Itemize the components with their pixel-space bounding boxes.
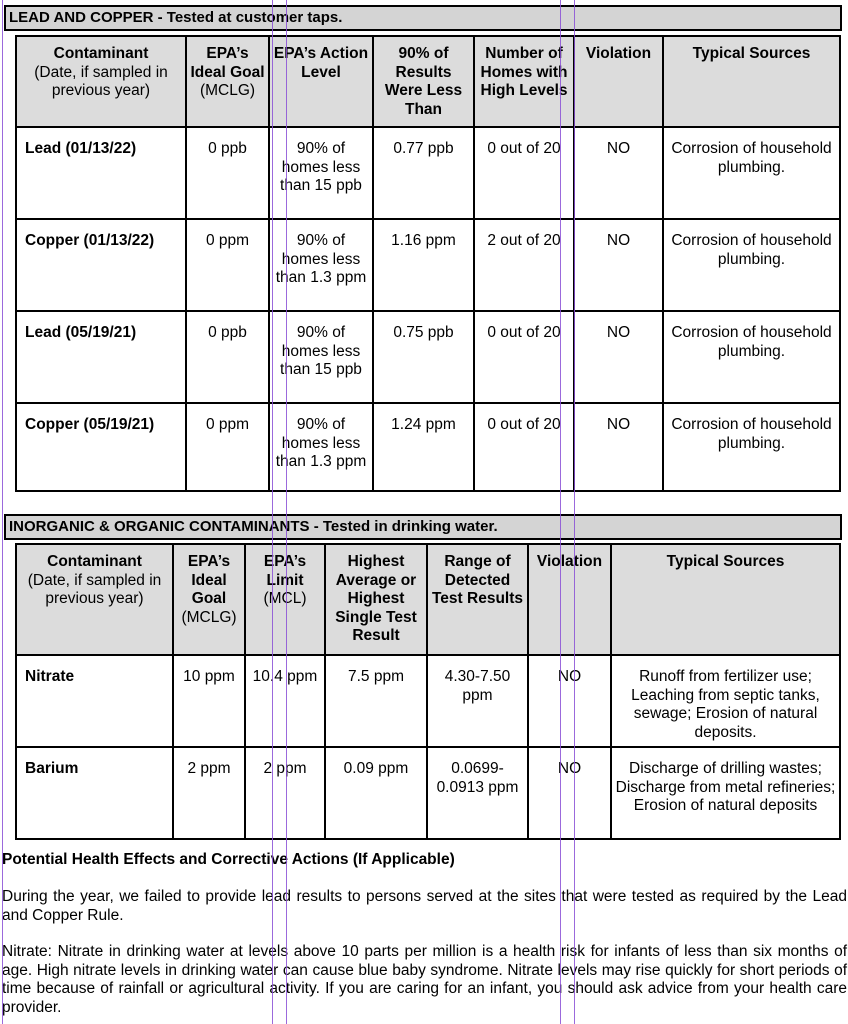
- table-cell: Corrosion of household plumbing.: [663, 311, 840, 403]
- table-cell: 0 out of 20: [474, 127, 574, 219]
- column-header-label: Highest Average or Highest Single Test Result: [335, 553, 417, 644]
- table-cell: Lead (01/13/22): [16, 127, 186, 219]
- column-header-label: Violation: [585, 45, 652, 62]
- table-cell: 0 ppb: [186, 127, 269, 219]
- column-header-label: EPA’s Limit: [263, 553, 307, 589]
- table-cell: 90% of homes less than 15 ppb: [269, 311, 373, 403]
- table-header-row: [16, 36, 840, 127]
- inorganic-section-title: INORGANIC & ORGANIC CONTAMINANTS - Tested in drinking water.: [4, 514, 842, 540]
- table-cell: 0 out of 20: [474, 403, 574, 491]
- table-cell: 10 ppm: [173, 655, 245, 747]
- table-cell: 2 ppm: [245, 747, 325, 839]
- table-cell: Runoff from fertilizer use; Leaching from septic tanks, sewage; Erosion of natural deposits.: [611, 655, 840, 747]
- lead-copper-section-title: LEAD AND COPPER - Tested at customer taps.: [4, 5, 842, 31]
- guide-line: [272, 0, 273, 1024]
- column-header-label: 90% of Results Were Less Than: [384, 45, 463, 118]
- table-cell: 0 ppm: [186, 219, 269, 311]
- table-cell: 10.4 ppm: [245, 655, 325, 747]
- table-cell: 0 ppm: [186, 403, 269, 491]
- table-cell: Copper (05/19/21): [16, 403, 186, 491]
- column-header: [16, 544, 173, 655]
- column-header-sublabel: (MCLG): [181, 608, 237, 626]
- column-header: [427, 544, 528, 655]
- lead-copper-table: [15, 35, 841, 492]
- table-header-row: [16, 544, 840, 655]
- column-header-label: Number of Homes with High Levels: [480, 45, 568, 99]
- column-header-sublabel: (Date, if sampled in previous year): [34, 63, 168, 99]
- column-header-label: Typical Sources: [692, 45, 811, 62]
- table-cell: 0.77 ppb: [373, 127, 474, 219]
- table-row: [16, 403, 840, 491]
- table-cell: NO: [574, 219, 663, 311]
- column-header-sublabel: (MCLG): [199, 82, 256, 99]
- column-header: [528, 544, 611, 655]
- guide-line: [574, 0, 575, 1024]
- table-cell: 90% of homes less than 1.3 ppm: [269, 403, 373, 491]
- table-cell: Corrosion of household plumbing.: [663, 219, 840, 311]
- table-cell: NO: [528, 655, 611, 747]
- table-cell: Discharge of drilling wastes; Discharge from metal refineries; Erosion of natural deposits: [611, 747, 840, 839]
- table-row: [16, 655, 840, 747]
- column-header-label: Typical Sources: [666, 553, 785, 570]
- table-cell: NO: [574, 403, 663, 491]
- table-cell: NO: [574, 311, 663, 403]
- table-cell: Corrosion of household plumbing.: [663, 127, 840, 219]
- table-cell: 0 out of 20: [474, 311, 574, 403]
- table-cell: 90% of homes less than 1.3 ppm: [269, 219, 373, 311]
- column-header-label: Violation: [536, 553, 603, 570]
- table-cell: 90% of homes less than 15 ppb: [269, 127, 373, 219]
- table-cell: NO: [574, 127, 663, 219]
- inorganic-table: [15, 543, 841, 840]
- column-header: [373, 36, 474, 127]
- table-cell: 2 out of 20: [474, 219, 574, 311]
- table-cell: 0 ppb: [186, 311, 269, 403]
- table-row: [16, 127, 840, 219]
- column-header: [474, 36, 574, 127]
- column-header-label: EPA’s Ideal Goal: [190, 45, 265, 81]
- table-cell: 2 ppm: [173, 747, 245, 839]
- column-header-sublabel: (Date, if sampled in previous year): [27, 571, 162, 607]
- table-row: [16, 747, 840, 839]
- column-header: [574, 36, 663, 127]
- table-cell: 1.24 ppm: [373, 403, 474, 491]
- table-cell: 0.09 ppm: [325, 747, 427, 839]
- lead-results-paragraph: During the year, we failed to provide lead results to persons served at the sites that were tested as required by the Lead and Copper Rule.: [2, 888, 847, 924]
- column-header: [173, 544, 245, 655]
- guide-line: [2, 0, 3, 1024]
- table-cell: 7.5 ppm: [325, 655, 427, 747]
- column-header: [245, 544, 325, 655]
- table-cell: Lead (05/19/21): [16, 311, 186, 403]
- column-header: [325, 544, 427, 655]
- column-header: [16, 36, 186, 127]
- nitrate-paragraph: Nitrate: Nitrate in drinking water at levels above 10 parts per million is a health risk for infants of less than six months of age. High nitrate levels in drinking water can cause blue baby syndrome. Nitrate levels may rise quickly for short periods of time because of rainfall or agricultural activity. If you are caring for an infant, you should ask advice from your health care provider.: [2, 943, 847, 1016]
- table-cell: Copper (01/13/22): [16, 219, 186, 311]
- column-header: [611, 544, 840, 655]
- table-cell: Barium: [16, 747, 173, 839]
- table-cell: Nitrate: [16, 655, 173, 747]
- table-cell: 4.30-7.50 ppm: [427, 655, 528, 747]
- column-header-label: EPA’s Ideal Goal: [187, 553, 231, 607]
- guide-line: [286, 0, 287, 1024]
- column-header-label: Contaminant: [47, 553, 142, 570]
- table-cell: NO: [528, 747, 611, 839]
- table-cell: 0.0699-0.0913 ppm: [427, 747, 528, 839]
- column-header-label: Contaminant: [53, 45, 149, 62]
- column-header-label: EPA’s Action Level: [273, 45, 369, 81]
- health-effects-heading: Potential Health Effects and Corrective Actions (If Applicable): [2, 851, 455, 868]
- guide-line: [560, 0, 561, 1024]
- table-row: [16, 311, 840, 403]
- column-header-sublabel: (MCL): [263, 590, 307, 607]
- column-header: [269, 36, 373, 127]
- column-header: [186, 36, 269, 127]
- table-cell: 1.16 ppm: [373, 219, 474, 311]
- table-cell: Corrosion of household plumbing.: [663, 403, 840, 491]
- table-row: [16, 219, 840, 311]
- column-header-label: Range of Detected Test Results: [431, 553, 524, 607]
- column-header: [663, 36, 840, 127]
- table-cell: 0.75 ppb: [373, 311, 474, 403]
